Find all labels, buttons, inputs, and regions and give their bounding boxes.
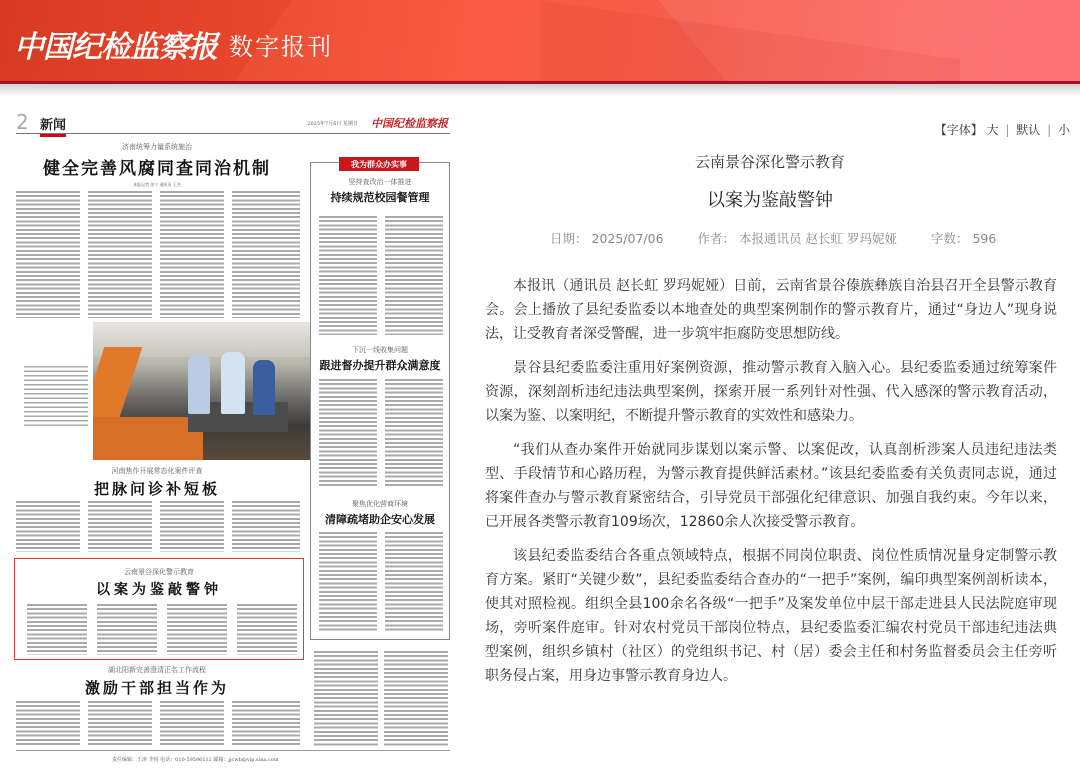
text-column [27, 603, 87, 655]
text-column [232, 700, 300, 746]
article-wordcount: 596 [972, 231, 997, 246]
newspaper-page-image[interactable] [12, 110, 452, 770]
page-header [16, 112, 450, 134]
text-column [16, 190, 80, 318]
text-column [319, 531, 377, 631]
font-size-small-button[interactable]: 小 [1057, 123, 1070, 137]
article-byline: 本报记者 张宁 通讯员 王杰 [133, 182, 181, 187]
article-headline: 激励干部担当作为 [84, 679, 229, 697]
page-number: 2 [16, 110, 29, 134]
font-size-label: 【字体】 [934, 123, 983, 137]
factory-photo [93, 322, 311, 460]
article-kicker: 云南景谷深化警示教育 [124, 568, 194, 576]
page-masthead: 中国纪检监察报 [371, 117, 448, 130]
article-kicker: 河南焦作开展常态化案件评查 [111, 467, 203, 475]
page-article-7[interactable] [12, 665, 302, 698]
text-column [167, 603, 227, 655]
text-column [160, 500, 224, 552]
sidebar-article-2[interactable] [311, 345, 449, 373]
photo-caption [24, 365, 88, 427]
font-size-control [935, 121, 1070, 138]
logo-masthead: 中国纪检监察报 [14, 30, 217, 65]
page-section: 新闻 [40, 114, 66, 137]
article-paragraph: 景谷县纪委监委注重用好案例资源，推动警示教育入脑入心。县纪委监委通过统筹案件资源，深刻剖析违纪违法典型案例，探索开展一系列针对性强、代入感深的警示教育活动，以案为鉴、以案明纪，不断提升警示教育的实效性和感染力。 [485, 360, 1057, 424]
separator: | [1005, 123, 1010, 137]
font-size-large-button[interactable]: 大 [986, 123, 999, 137]
text-column [160, 700, 224, 746]
site-header-banner [0, 0, 1080, 84]
text-column [385, 378, 443, 488]
sidebar-feature-box[interactable] [310, 159, 450, 640]
highlighted-article-region[interactable] [14, 558, 304, 660]
page-footer: 责任编辑：王涛 李悦 电话：010-59596112 邮箱：jjcwb@vip.sina.com [112, 757, 279, 763]
page-date: 2025年7月6日 星期日 [307, 121, 358, 127]
text-column [160, 190, 224, 318]
article-paragraph: “我们从查办案件开始就同步谋划以案示警、以案促改，认真剖析涉案人员违纪违法类型、手段情节和心路历程，为警示教育提供鲜活素材。”该县纪委监委有关负责同志说，通过将案件查办与警示教育紧密结合，引导党员干部强化纪律意识、加强自我约束。今年以来，已开展各类警示教育109场次，12860余人次接受警示教育。 [485, 442, 1057, 530]
text-column [237, 603, 297, 655]
feature-tag: 我为群众办实事 [339, 157, 419, 171]
text-column [232, 500, 300, 552]
separator: | [1047, 123, 1052, 137]
font-size-default-button[interactable]: 默认 [1016, 123, 1041, 137]
text-column [232, 190, 300, 318]
article-headline: 健全完善风腐同查同治机制 [43, 159, 271, 179]
text-column [88, 700, 152, 746]
text-column [88, 190, 152, 318]
site-logo[interactable] [14, 22, 333, 66]
text-column [385, 531, 443, 631]
text-column [319, 215, 377, 335]
text-column [319, 378, 377, 488]
text-column [314, 650, 378, 746]
date-label: 日期： [550, 231, 588, 246]
article-kicker: 聚焦优化营商环境 [352, 500, 408, 508]
article-headline: 以案为鉴敲警钟 [96, 582, 222, 598]
text-column [384, 650, 448, 746]
article-author: 本报通讯员 赵长虹 罗玛妮娅 [739, 231, 897, 246]
article-kicker: 坚持查改治一体推进 [348, 178, 412, 186]
article-headline: 清障疏堵助企安心发展 [325, 513, 435, 526]
article-kicker: 湖北阳新完善澄清正名工作流程 [108, 666, 206, 674]
article-paragraph: 该县纪委监委结合各重点领域特点，根据不同岗位职责、岗位性质情况量身定制警示教育方案。紧盯“关键少数”，县纪委监委结合查办的“一把手”案例，编印典型案例剖析读本，使其对照检视。组织全县100余名各级“一把手”及案发单位中层干部走进县人民法院庭审现场，旁听案件庭审。针对农村党员干部岗位特点，县纪委监委汇编农村党员干部违纪违法典型案例，组织乡镇村（社区）的党组织书记、村（居）委会主任和村务监督委员会主任旁听职务侵占案，用身边事警示教育身边人。 [485, 548, 1057, 684]
article-title: 以案为鉴敲警钟 [707, 190, 833, 211]
page-footer-rule [16, 750, 450, 751]
article-headline: 把脉问诊补短板 [93, 480, 220, 498]
article-kicker: 下沉一线收集问题 [352, 346, 408, 354]
article-body [485, 274, 1057, 698]
article-paragraph: 本报讯（通讯员 赵长虹 罗玛妮娅）日前，云南省景谷傣族彝族自治县召开全县警示教育会。会上播放了县纪委监委以本地查处的典型案例制作的警示教育片，通过“身边人”现身说法，让受教育者深受警醒，进一步筑牢拒腐防变思想防线。 [485, 278, 1057, 342]
page-article-5[interactable] [12, 466, 302, 499]
header-shadow [0, 84, 1080, 96]
article-headline: 跟进督办提升群众满意度 [319, 359, 441, 372]
text-column [97, 603, 157, 655]
article-date: 2025/07/06 [591, 231, 664, 246]
page-article-1[interactable] [12, 142, 302, 188]
logo-subtitle: 数字报刊 [229, 32, 333, 61]
sidebar-article-3[interactable] [311, 499, 449, 527]
article-subtitle: 云南景谷深化警示教育 [694, 153, 845, 171]
author-label: 作者： [697, 231, 736, 246]
wordcount-label: 字数： [930, 231, 969, 246]
text-column [16, 700, 80, 746]
article-meta [550, 229, 996, 247]
text-column [385, 215, 443, 335]
text-column [88, 500, 152, 552]
article-kicker: 济南统筹力量系统施治 [122, 143, 192, 151]
article-headline: 持续规范校园餐管理 [330, 191, 430, 204]
text-column [16, 500, 80, 552]
